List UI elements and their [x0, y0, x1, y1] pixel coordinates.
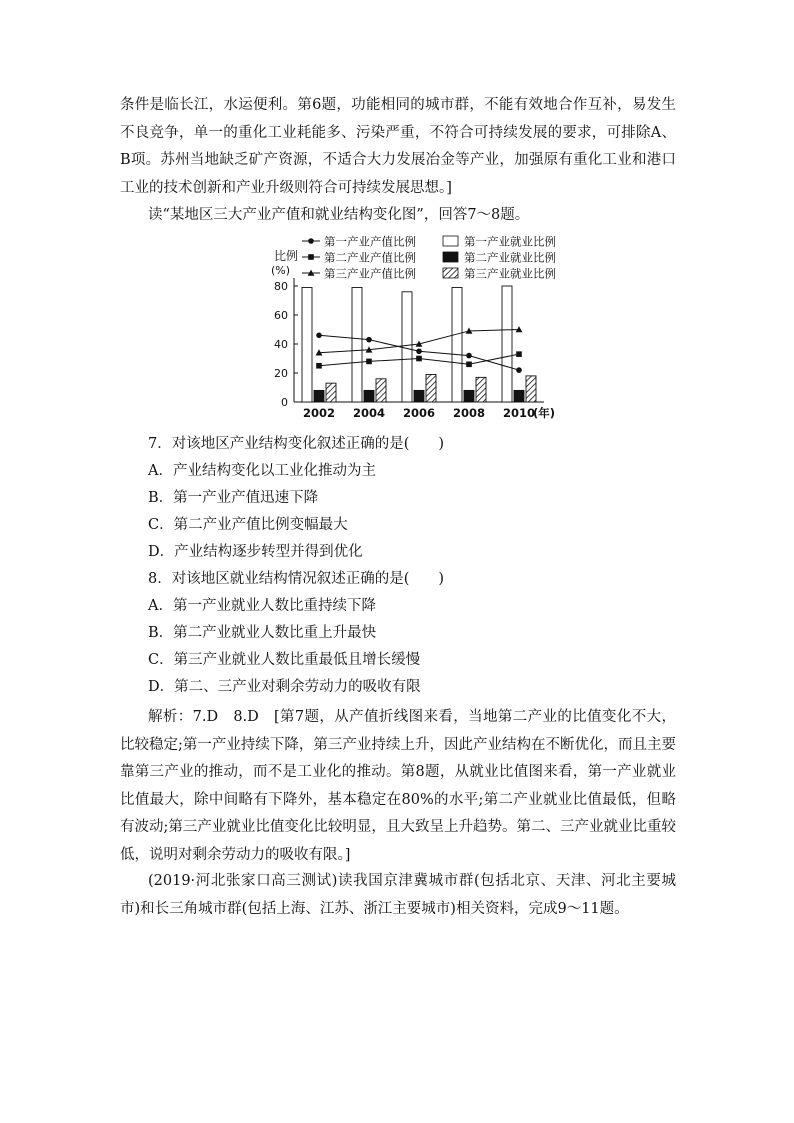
legend-label: 第一产业就业比例 — [464, 234, 556, 249]
q8-option-b: B．第二产业就业人数比重上升最快 — [148, 625, 377, 641]
y-axis-label: 比例 — [274, 249, 299, 263]
bar-1-2004 — [352, 287, 362, 402]
legend-label: 第三产业就业比例 — [464, 266, 556, 281]
next-question-intro: (2019·河北张家口高三测试)读我国京津冀城市群(包括北京、天津、河北主要城市)和长三角城市群(包括上海、江苏、浙江主要城市)相关资料，完成9～11题。 — [120, 873, 676, 917]
x-tick-label: 2008 — [452, 406, 486, 420]
bar-2-2004 — [364, 390, 374, 402]
legend-label: 第二产业产值比例 — [324, 250, 416, 265]
bar-3-2004 — [376, 379, 386, 402]
legend-bar-swatch — [443, 252, 458, 262]
q8-option-d: D．第二、三产业对剩余劳动力的吸收有限 — [148, 679, 421, 695]
q8-option-a: A．第一产业就业人数比重持续下降 — [148, 598, 376, 614]
bar-3-2006 — [426, 374, 436, 402]
bar-1-2006 — [402, 292, 412, 402]
legend-bar-swatch — [443, 268, 458, 278]
q7-option-b: B．第一产业产值迅速下降 — [148, 490, 319, 506]
legend-marker-square — [308, 254, 314, 260]
legend-marker-circle — [308, 238, 314, 244]
q7-option-a: A．产业结构变化以工业化推动为主 — [148, 463, 376, 479]
x-tick-label: 2004 — [352, 406, 386, 420]
bar-1-2002 — [302, 287, 312, 402]
bar-2-2002 — [314, 390, 324, 402]
x-tick-label: 2006 — [402, 406, 436, 420]
point-circle-2010 — [516, 367, 522, 373]
y-tick-label: 0 — [281, 396, 288, 409]
y-tick-label: 60 — [274, 309, 288, 322]
q8-option-c: C．第三产业就业人数比重最低且增长缓慢 — [148, 652, 421, 668]
y-axis-unit: (%) — [271, 264, 291, 277]
q7-option-d: D．产业结构逐步转型并得到优化 — [148, 544, 363, 560]
point-square-2006 — [416, 356, 422, 362]
bar-2-2006 — [414, 390, 424, 402]
intro-text: 读“某地区三大产业产值和就业结构变化图”，回答7～8题。 — [148, 207, 530, 223]
analysis-text: 解析：7.D 8.D [第7题，从产值折线图来看，当地第二产业的比值变化不大，比较稳定;第一产业持续下降，第三产业持续上升，因此产业结构在不断优化，而且主要靠第三产业的推动，而不是工业化的推动。第8题，从就业比值图来看，第一产业就业比值最大，除中间略有下降外，基本稳定在80%的水平;第二产业就业比值最低，但略有波动;第三产业就业比值变化比较明显，且大致呈上升趋势。第二、三产业就业比重较低，说明对剩余劳动力的吸收有限。] — [120, 709, 676, 863]
industry-structure-chart — [262, 232, 562, 424]
bar-2-2010 — [514, 390, 524, 402]
point-square-2002 — [316, 363, 322, 369]
point-square-2004 — [366, 359, 372, 365]
y-tick-label: 80 — [274, 280, 288, 293]
q7-option-c: C．第二产业产值比例变幅最大 — [148, 517, 348, 533]
bar-3-2010 — [526, 376, 536, 402]
legend-bar-swatch — [443, 236, 458, 246]
x-axis-unit: (年) — [533, 406, 556, 420]
point-circle-2002 — [316, 333, 322, 339]
point-square-2008 — [466, 362, 472, 368]
q7-stem: 7．对该地区产业结构变化叙述正确的是( ) — [148, 436, 445, 452]
point-circle-2008 — [466, 353, 472, 359]
bar-1-2008 — [452, 287, 462, 402]
legend-label: 第三产业产值比例 — [324, 266, 416, 281]
bar-2-2008 — [464, 390, 474, 402]
bar-3-2002 — [326, 383, 336, 402]
legend-label: 第二产业就业比例 — [464, 250, 556, 265]
bar-3-2008 — [476, 377, 486, 402]
x-tick-label: 2010 — [502, 406, 536, 420]
paragraph-prev-answer: 条件是临长江，水运便利。第6题，功能相同的城市群，不能有效地合作互补，易发生不良竞争，单一的重化工业耗能多、污染严重，不符合可持续发展的要求，可排除A、B项。苏州当地缺乏矿产资源，不适合大力发展冶金等产业，加强原有重化工业和港口工业的技术创新和产业升级则符合可持续发展思想。] — [120, 97, 676, 196]
y-tick-label: 40 — [274, 338, 288, 351]
point-circle-2006 — [416, 348, 422, 354]
q8-stem: 8．对该地区就业结构情况叙述正确的是( ) — [148, 571, 445, 587]
legend-label: 第一产业产值比例 — [324, 234, 416, 249]
bar-1-2010 — [502, 286, 512, 402]
point-square-2010 — [516, 351, 522, 357]
x-tick-label: 2002 — [302, 406, 336, 420]
y-tick-label: 20 — [274, 367, 288, 380]
point-circle-2004 — [366, 337, 372, 343]
